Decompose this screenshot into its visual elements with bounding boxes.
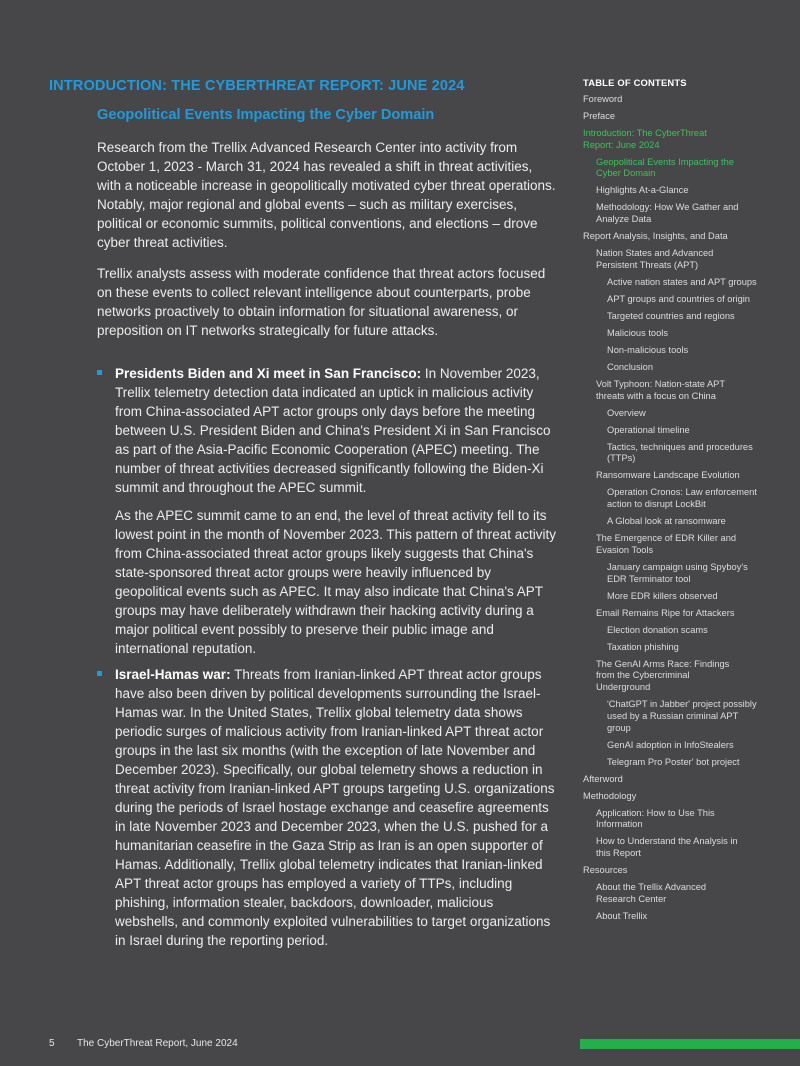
intro-paragraph: Research from the Trellix Advanced Research Center into activity from October 1, 2023 - March 31, 2024 has revealed a shift in threat activities, with a noticeable increase in geopolitically motivated cyber threat operations. Notably, major regional and global events – such as military exercises, political or economic summits, political conventions, and elections – drove cyber threat activities. xyxy=(97,140,556,250)
toc-item[interactable]: Tactics, techniques and procedures (TTPs) xyxy=(607,441,753,464)
assessment-paragraph: Trellix analysts assess with moderate confidence that threat actors focused on these events to collect relevant intelligence about counterparts, probe networks proactively to obtain information for situational awareness, or preposition on IT networks strategically for future attacks. xyxy=(97,266,546,338)
bullet-lead: Israel-Hamas war: xyxy=(115,667,231,682)
toc-item[interactable]: Active nation states and APT groups xyxy=(607,276,757,287)
toc-item[interactable]: Methodology xyxy=(583,790,637,801)
toc-item[interactable]: 'ChatGPT in Jabber' project possibly used by a Russian criminal APT group xyxy=(607,699,757,733)
toc-item[interactable]: Report Analysis, Insights, and Data xyxy=(583,231,728,242)
bullet-israel-hamas xyxy=(97,665,559,950)
table-of-contents xyxy=(583,77,798,928)
toc-item[interactable]: Taxation phishing xyxy=(607,641,679,652)
bullet-paragraph-2: As the APEC summit came to an end, the level of threat activity fell to its lowest point in the month of November 2023. This pattern of threat activity from China-associated threat actor groups likely suggests that China's state-sponsored threat actor groups were heavily influenced by geopolitical events such as APEC. It may also indicate that China's APT groups may have deliberately withdrawn their hacking activity during a major political event possibly to preserve their public image and international reputation. xyxy=(115,508,556,656)
toc-item[interactable]: Application: How to Use This Information xyxy=(596,807,715,830)
section-heading: INTRODUCTION: THE CYBERTHREAT REPORT: JUNE 2024 xyxy=(49,78,465,94)
toc-item[interactable]: Operational timeline xyxy=(607,424,690,435)
toc-item[interactable]: Volt Typhoon: Nation-state APT threats with a focus on China xyxy=(596,378,725,401)
toc-item[interactable]: Introduction: The CyberThreat Report: June 2024 xyxy=(583,127,707,150)
toc-item[interactable]: Conclusion xyxy=(607,361,653,372)
page-number: 5 xyxy=(49,1038,55,1049)
toc-item[interactable]: The Emergence of EDR Killer and Evasion Tools xyxy=(596,533,737,555)
toc-item[interactable]: Geopolitical Events Impacting the Cyber Domain xyxy=(596,156,734,179)
toc-item[interactable]: About the Trellix Advanced Research Center xyxy=(596,882,707,904)
toc-title: TABLE OF CONTENTS xyxy=(583,77,687,88)
toc-item[interactable]: Nation States and Advanced Persistent Threats (APT) xyxy=(596,248,714,270)
toc-item[interactable]: Resources xyxy=(583,865,628,876)
toc-item[interactable]: Operation Cronos: Law enforcement action to disrupt LockBit xyxy=(607,487,757,510)
toc-item[interactable]: Election donation scams xyxy=(607,624,708,635)
toc-item[interactable]: Afterword xyxy=(583,773,623,784)
toc-item[interactable]: Non-malicious tools xyxy=(607,344,689,355)
bullet-lead: Presidents Biden and Xi meet in San Francisco: xyxy=(115,366,422,381)
bullet-text: Threats from Iranian-linked APT threat actor groups have also been driven by political developments surrounding the Israel-Hamas war. In the United States, Trellix global telemetry data shows periodic surges of malicious activity from Iranian-linked APT threat actor groups in the last six months (with the exception of late November and December 2023). Specifically, our global telemetry shows a reduction in threat activity from Iranian-linked APT groups targeting U.S. organizations during the periods of Israel hostage exchange and ceasefire agreements in late November 2023 and December 2023, when the U.S. pushed for a humanitarian ceasefire in the Gaza Strip as Iran is an open supporter of Hamas. Additionally, Trellix global telemetry indicates that Iranian-linked APT threat actor groups has employed a variety of TTPs, including phishing, information stealer, backdoors, downloader, malicious webshells, and commonly exploited vulnerabilities to target organizations in Israel during the reporting period. xyxy=(115,667,555,948)
toc-item[interactable]: Highlights At-a-Glance xyxy=(596,185,689,196)
toc-item[interactable]: The GenAI Arms Race: Findings from the Cybercriminal Underground xyxy=(596,658,730,693)
toc-item[interactable]: About Trellix xyxy=(596,910,648,921)
toc-item[interactable]: Overview xyxy=(607,407,646,418)
bullet-biden-xi xyxy=(97,364,559,658)
toc-item[interactable]: January campaign using Spyboy's EDR Terminator tool xyxy=(607,561,748,584)
sub-heading: Geopolitical Events Impacting the Cyber Domain xyxy=(97,107,435,123)
toc-item[interactable]: Preface xyxy=(583,110,616,121)
footer xyxy=(49,1038,238,1049)
toc-item[interactable]: Foreword xyxy=(583,93,623,104)
bullet-text: In November 2023, Trellix telemetry detection data indicated an uptick in malicious activity from China-associated APT actor groups only days before the meeting between U.S. President Biden and China's President Xi in San Francisco as part of the Asia-Pacific Economic Cooperation (APEC) meeting. The number of threat activities decreased significantly following the Biden-Xi summit and throughout the APEC summit. xyxy=(115,366,551,495)
bullet-list xyxy=(97,364,559,950)
toc-item[interactable]: More EDR killers observed xyxy=(607,590,718,601)
toc-item[interactable]: A Global look at ransomware xyxy=(607,516,726,527)
footer-report-title: The CyberThreat Report, June 2024 xyxy=(77,1038,238,1049)
toc-item[interactable]: Ransomware Landscape Evolution xyxy=(596,470,740,481)
toc-item[interactable]: Telegram Pro Poster' bot project xyxy=(607,756,740,767)
toc-list xyxy=(583,94,798,923)
bullet-paragraph xyxy=(115,364,559,497)
toc-item[interactable]: How to Understand the Analysis in this Report xyxy=(596,836,738,859)
toc-item[interactable]: GenAI adoption in InfoStealers xyxy=(607,739,734,750)
toc-item[interactable]: APT groups and countries of origin xyxy=(607,293,750,304)
footer-accent-bar xyxy=(580,1039,800,1049)
bullet-marker xyxy=(97,671,102,676)
toc-item[interactable]: Targeted countries and regions xyxy=(607,310,735,321)
bullet-marker xyxy=(97,370,102,375)
toc-item[interactable]: Malicious tools xyxy=(607,327,668,338)
toc-item[interactable]: Methodology: How We Gather and Analyze Data xyxy=(596,202,739,225)
toc-item[interactable]: Email Remains Ripe for Attackers xyxy=(596,607,735,618)
bullet-paragraph xyxy=(115,665,559,950)
